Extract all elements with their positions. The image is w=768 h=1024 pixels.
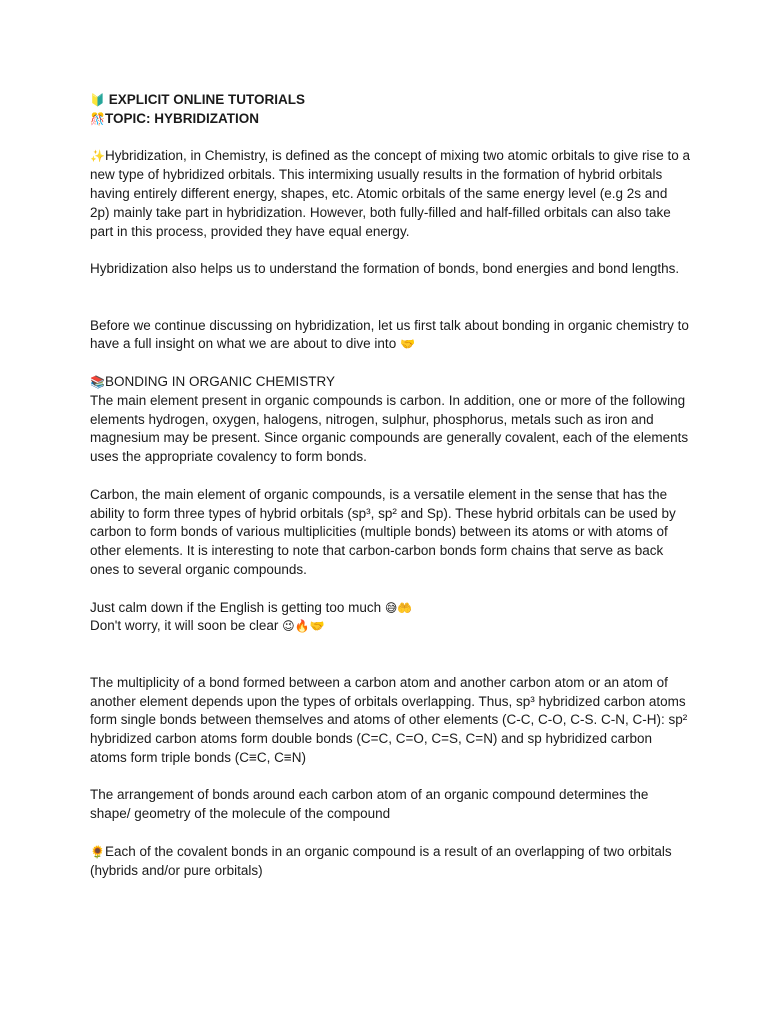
beginner-badge-icon: 🔰 xyxy=(90,93,105,107)
calm-down-text: Just calm down if the English is getting too much xyxy=(90,599,385,615)
paragraph-arrangement: The arrangement of bonds around each carbon atom of an organic compound determines the shape/ geometry of the molecule of the compound xyxy=(90,787,649,822)
sunflower-icon: 🌻 xyxy=(90,844,105,859)
paragraph-bonds-understanding: Hybridization also helps us to understand the formation of bonds, bond energies and bond lengths. xyxy=(90,261,680,277)
dont-worry-line xyxy=(90,617,690,636)
paragraph-before-continue-text: Before we continue discussing on hybridization, let us first talk about bonding in organic chemistry to have a full insight on what we are about to dive into xyxy=(90,317,689,352)
section-title: BONDING IN ORGANIC CHEMISTRY xyxy=(105,373,336,389)
topic-line xyxy=(90,110,690,129)
sweat-smile-hands-icon: 😅🤲 xyxy=(384,600,413,615)
section-heading xyxy=(90,373,690,392)
wink-fire-handshake-icon: 😉🔥🤝 xyxy=(282,619,325,634)
paragraph-multiplicity: The multiplicity of a bond formed between a carbon atom and another carbon atom or an atom of another element depends upon the types of orbitals overlapping. Thus, sp³ hybridized carbon atoms form single bonds between themselves and atoms of other elements (C-C, C-O, C-S. C-N, C-H): sp² hybridized carbon atoms form double bonds (C=C, C=O, C=S, C=N) and sp hybridized carbon atoms form triple bonds (C≡C, C≡N) xyxy=(90,674,688,765)
paragraph-before-continue xyxy=(90,317,690,355)
paragraph-covalent-bonds-text: Each of the covalent bonds in an organic compound is a result of an overlapping of two orbitals (hybrids and/or pure orbitals) xyxy=(90,843,672,878)
topic-title: TOPIC: HYBRIDIZATION xyxy=(105,110,259,126)
paragraph-main-element: The main element present in organic compounds is carbon. In addition, one or more of the following elements hydrogen, oxygen, halogens, nitrogen, sulphur, phosphorus, metals such as iron and magnesium may be present. Since organic compounds are generally covalent, each of the elements uses the appropriate covalency to form bonds. xyxy=(90,392,689,465)
handshake-icon: 🤝 xyxy=(399,337,415,352)
paragraph-covalent-bonds xyxy=(90,843,690,881)
brand-title: EXPLICIT ONLINE TUTORIALS xyxy=(105,92,306,107)
paragraph-definition-text: Hybridization, in Chemistry, is defined as the concept of mixing two atomic orbitals to give rise to a new type of hybridized orbitals. This intermixing usually results in the formation of hybrid orbitals having entirely different energy, shapes, etc. Atomic orbitals of the same energy level (e.g 2s and 2p) mainly take part in hybridization. However, both fully-filled and half-filled orbitals can also take part in this process, provided they have equal energy. xyxy=(90,148,691,239)
tutorial-brand-line xyxy=(90,91,690,110)
confetti-icon: 🎊 xyxy=(90,111,105,126)
dont-worry-text: Don't worry, it will soon be clear xyxy=(90,618,283,634)
books-icon: 📚 xyxy=(90,374,105,389)
document-page xyxy=(90,91,690,880)
sparkles-icon: ✨ xyxy=(90,149,105,164)
calm-down-line xyxy=(90,599,690,618)
paragraph-definition xyxy=(90,147,690,241)
paragraph-carbon-versatile: Carbon, the main element of organic compounds, is a versatile element in the sense that has the ability to form three types of hybrid orbitals (sp³, sp² and Sp). These hybrid orbitals can be used by carbon to form bonds of various multiplicities (multiple bonds) between its atoms or with atoms of other elements. It is interesting to note that carbon-carbon bonds form chains that serve as back ones to several organic compounds. xyxy=(90,486,676,577)
